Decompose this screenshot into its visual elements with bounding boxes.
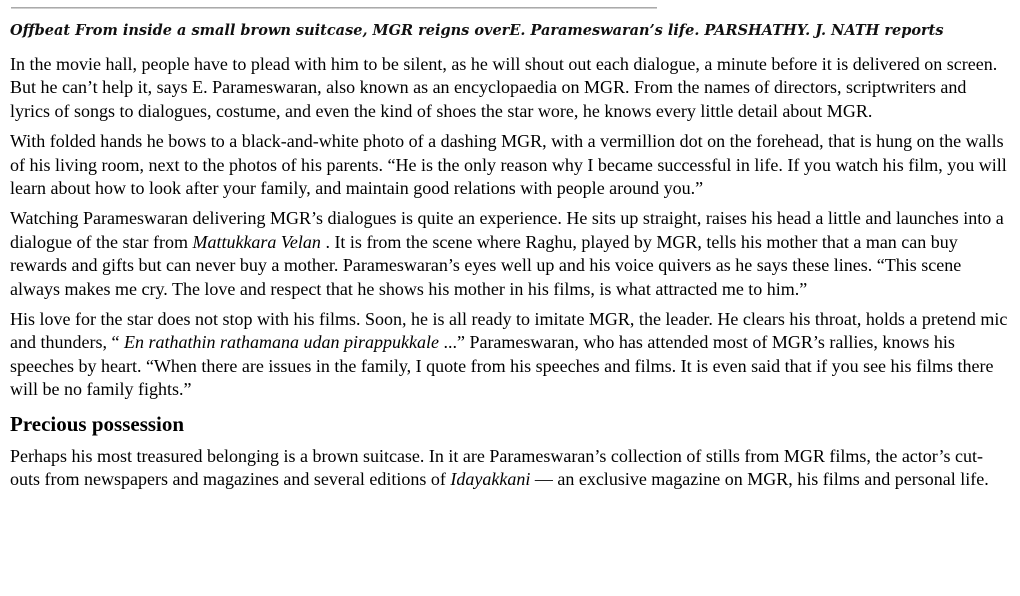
text-segment: In the movie hall, people have to plead with him to be silent, as he will shout out each dialogue, a minute before it is delivered on screen. But he can’t help it, says E. Parameswaran, also known as an encyclopaedia on MGR. From the names of directors, scriptwriters and lyrics of songs to dialogues, costume, and even the kind of shoes the star wore, he knows every little detail about MGR. <box>10 54 998 121</box>
article-paragraph <box>10 445 1010 492</box>
section-heading: Precious possession <box>10 411 185 436</box>
text-segment: Watching Parameswaran delivering MGR’s dialogues is quite an experience. He sits up straight, raises his head a little and launches into a dialogue of the star from <box>10 208 1004 252</box>
top-rule <box>11 7 657 9</box>
article-paragraph <box>10 207 1010 301</box>
magazine-title: Idayakkani <box>450 469 531 490</box>
article-byline: Offbeat From inside a small brown suitcase, MGR reigns overE. Parameswaran’s life. PARSHATHY. J. NATH reports <box>10 22 944 39</box>
text-segment: Perhaps his most treasured belonging is a brown suitcase. In it are Parameswaran’s collection of stills from MGR films, the actor’s cut-outs from newspapers and magazines and several editions of <box>10 445 983 490</box>
article-page <box>0 7 1020 492</box>
text-segment: — an exclusive magazine on MGR, his films and personal life. <box>530 469 989 490</box>
text-segment: . It is from the scene where Raghu, played by MGR, tells his mother that a man can buy rewards and gifts but can never buy a mother. Parameswaran’s eyes well up and his voice quivers as he says these lines. “This scene always makes me cry. The love and respect that he shows his mother in his films, is what attracted me to him.” <box>10 231 962 299</box>
movie-title: Mattukkara Velan <box>192 231 321 252</box>
text-segment: ...” Parameswaran, who has attended most of MGR’s rallies, knows his speeches by heart. “When there are issues in the family, I quote from his speeches and films. It is even said that if you see his films there will be no family fights.” <box>10 332 994 400</box>
article-paragraph <box>10 53 1010 123</box>
tamil-quote: En rathathin rathamana udan pirappukkale <box>123 332 439 353</box>
article-paragraph <box>10 130 1010 200</box>
article-paragraph <box>10 308 1010 402</box>
text-segment: His love for the star does not stop with his films. Soon, he is all ready to imitate MGR, the leader. He clears his throat, holds a pretend mic and thunders, “ <box>10 309 1008 353</box>
text-segment: With folded hands he bows to a black-and-white photo of a dashing MGR, with a vermillion dot on the forehead, that is hung on the walls of his living room, next to the photos of his parents. “He is the only reason why I became successful in life. If you watch his film, you will learn about how to look after your family, and maintain good relations with people around you.” <box>10 131 1007 199</box>
